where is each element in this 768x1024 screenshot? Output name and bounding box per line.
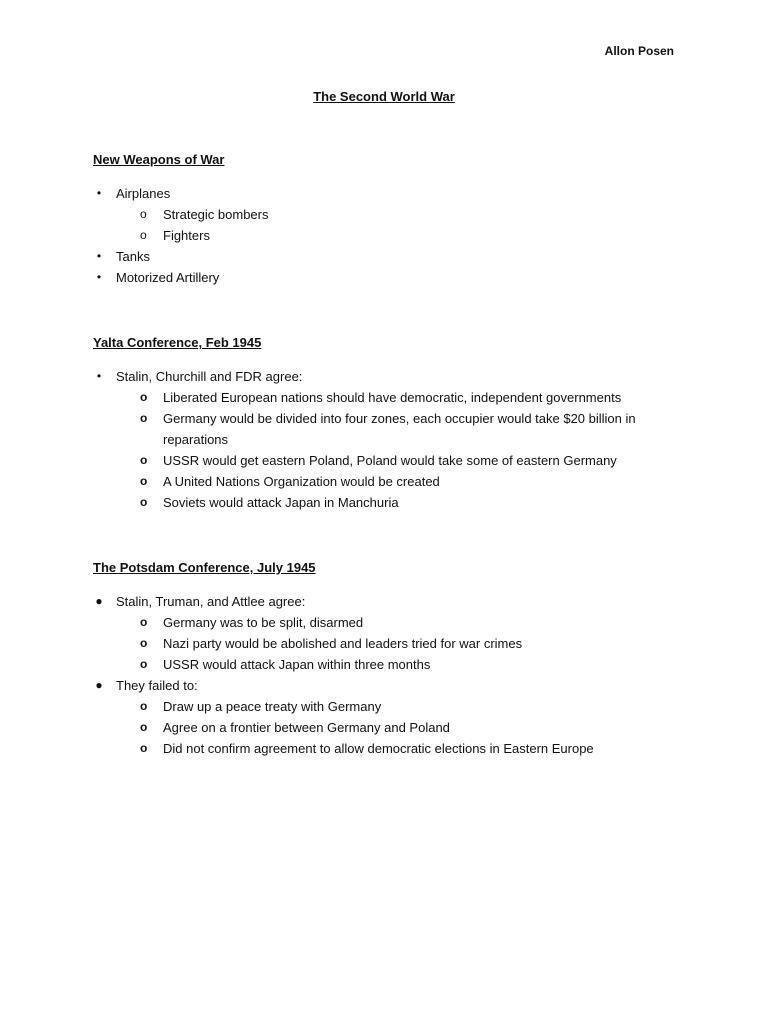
circle-bullet-icon: o xyxy=(140,636,148,650)
circle-bullet-icon: o xyxy=(140,495,148,509)
sub-list-item-text: USSR would attack Japan within three months xyxy=(163,657,431,672)
sub-list-item-text: Strategic bombers xyxy=(163,207,269,222)
sub-list-item-text: Germany was to be split, disarmed xyxy=(163,615,364,630)
circle-bullet-icon: o xyxy=(140,699,148,713)
section-heading-weapons: New Weapons of War xyxy=(93,152,225,167)
sub-list-item-text: Agree on a frontier between Germany and Poland xyxy=(163,720,450,735)
bullet-icon: ● xyxy=(95,594,103,608)
section-heading-yalta: Yalta Conference, Feb 1945 xyxy=(93,335,262,350)
sub-list-item xyxy=(93,717,683,738)
bullet-icon: • xyxy=(96,369,102,383)
sub-list-item xyxy=(93,633,683,654)
circle-bullet-icon: o xyxy=(140,615,148,629)
circle-bullet-icon: o xyxy=(140,390,148,404)
list-item xyxy=(93,675,683,696)
bullet-icon: • xyxy=(96,249,102,263)
section-heading-potsdam: The Potsdam Conference, July 1945 xyxy=(93,560,316,575)
sub-list-item xyxy=(93,738,683,759)
sub-list-item-text: Germany would be divided into four zones, each occupier would take $20 billion in reparations xyxy=(163,411,636,447)
bullet-icon: • xyxy=(96,270,102,284)
sub-list-item xyxy=(93,612,683,633)
list-item-text: They failed to: xyxy=(116,678,198,693)
sub-list-item-text: Soviets would attack Japan in Manchuria xyxy=(163,495,399,510)
sub-list-item xyxy=(93,696,683,717)
potsdam-list xyxy=(93,591,683,759)
list-item-text: Stalin, Churchill and FDR agree: xyxy=(116,369,303,384)
circle-bullet-icon: o xyxy=(140,453,148,467)
list-item-text: Stalin, Truman, and Attlee agree: xyxy=(116,594,306,609)
sub-list-item-text: Nazi party would be abolished and leaders tried for war crimes xyxy=(163,636,523,651)
list-item-text: Tanks xyxy=(116,249,150,264)
circle-bullet-icon: o xyxy=(140,228,147,242)
list-item-text: Motorized Artillery xyxy=(116,270,220,285)
list-item xyxy=(93,246,683,267)
yalta-list xyxy=(93,366,683,513)
document-title: The Second World War xyxy=(313,89,455,104)
sub-list-item xyxy=(93,225,683,246)
circle-bullet-icon: o xyxy=(140,657,148,671)
list-item xyxy=(93,366,683,387)
sub-list-item-text: Draw up a peace treaty with Germany xyxy=(163,699,382,714)
circle-bullet-icon: o xyxy=(140,411,148,425)
circle-bullet-icon: o xyxy=(140,207,147,221)
sub-list-item-text: Did not confirm agreement to allow democratic elections in Eastern Europe xyxy=(163,741,594,756)
weapons-list xyxy=(93,183,683,288)
sub-list-item xyxy=(93,471,683,492)
sub-list-item xyxy=(93,387,683,408)
sub-list-item-text: Liberated European nations should have democratic, independent governments xyxy=(163,390,622,405)
list-item-text: Airplanes xyxy=(116,186,171,201)
list-item xyxy=(93,591,683,612)
circle-bullet-icon: o xyxy=(140,474,148,488)
bullet-icon: ● xyxy=(95,678,103,692)
sub-list-item xyxy=(93,408,683,450)
sub-list-item xyxy=(93,450,683,471)
circle-bullet-icon: o xyxy=(140,741,148,755)
circle-bullet-icon: o xyxy=(140,720,148,734)
list-item xyxy=(93,267,683,288)
sub-list-item xyxy=(93,204,683,225)
author-name: Allon Posen xyxy=(604,44,674,58)
sub-list-item-text: A United Nations Organization would be created xyxy=(163,474,440,489)
sub-list-item-text: USSR would get eastern Poland, Poland would take some of eastern Germany xyxy=(163,453,617,468)
list-item xyxy=(93,183,683,204)
sub-list-item xyxy=(93,492,683,513)
sub-list-item xyxy=(93,654,683,675)
bullet-icon: • xyxy=(96,186,102,200)
sub-list-item-text: Fighters xyxy=(163,228,210,243)
